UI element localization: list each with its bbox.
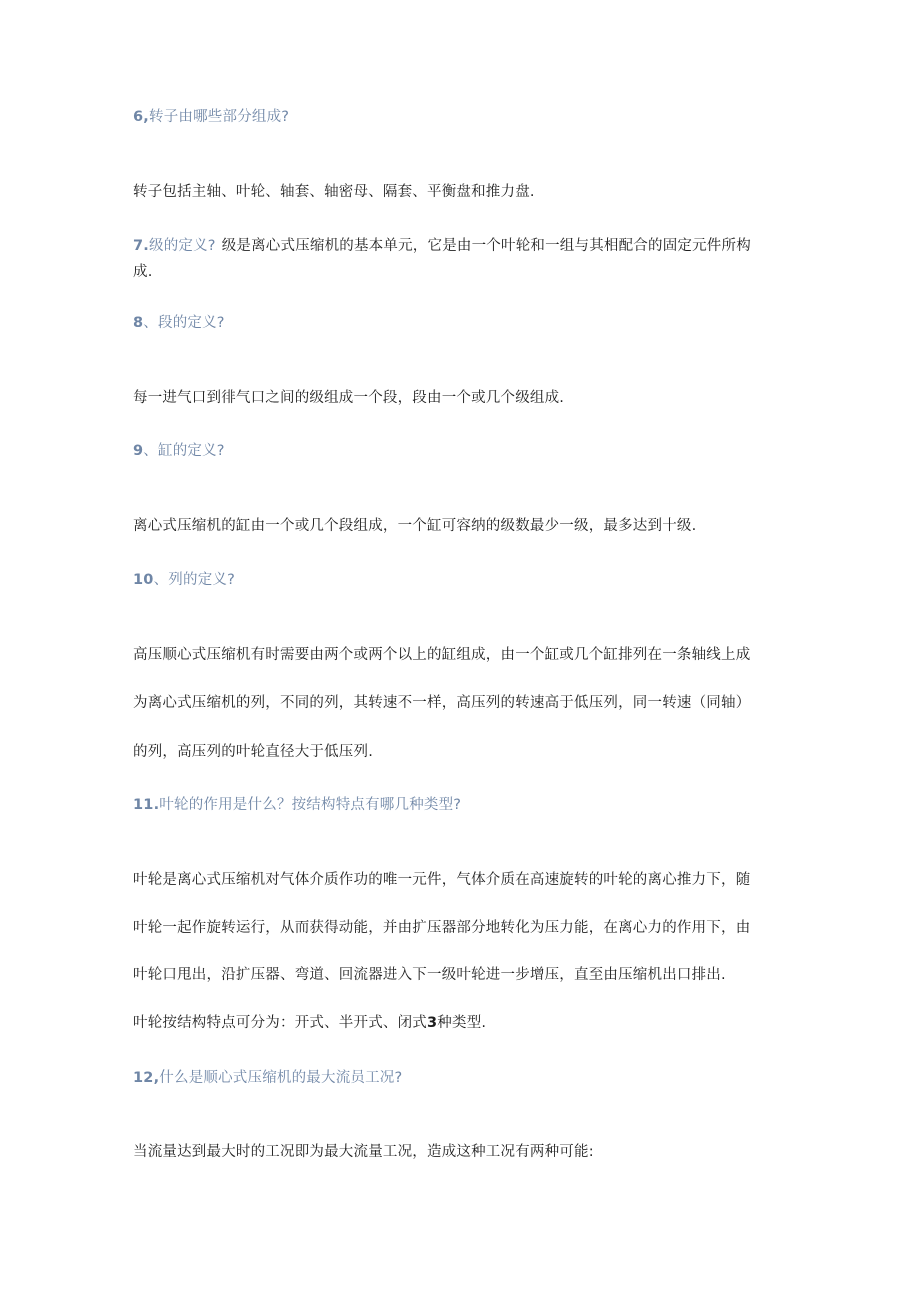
types-count: 3	[427, 1015, 438, 1031]
question-7	[133, 236, 793, 256]
answer-11-line-1: 叶轮是离心式压缩机对气体介质作功的唯一元件，气体介质在高速旋转的叶轮的离心推力下，随	[133, 872, 751, 888]
question-6	[133, 107, 793, 127]
types-text-before: 叶轮按结构特点可分为：开式、半开式、闭式	[133, 1015, 427, 1031]
question-text: 、缸的定义?	[143, 443, 225, 459]
question-text: 、列的定义?	[153, 572, 235, 588]
question-9	[133, 441, 793, 461]
question-text: 级的定义?	[149, 238, 216, 254]
answer-11-line-2: 叶轮一起作旋转运行，从而获得动能，并由扩压器部分地转化为压力能，在离心力的作用下，由	[133, 920, 751, 936]
answer-10-line-1: 高压顺心式压缩机有时需要由两个或两个以上的缸组成，由一个缸或几个缸排列在一条轴线上成	[133, 647, 751, 663]
answer-11-types	[133, 1013, 793, 1033]
question-number: 10	[133, 572, 154, 588]
answer-10-line-3: 的列，高压列的叶轮直径大于低压列.	[133, 744, 374, 760]
answer-7-line-2: 成.	[133, 264, 153, 280]
answer-10-line-2: 为离心式压缩机的列，不同的列，其转速不一样，高压列的转速高于低压列，同一转速（同轴）	[133, 695, 751, 711]
types-text-after: 种类型.	[437, 1015, 487, 1031]
question-number: 8	[133, 315, 144, 331]
question-text: 叶轮的作用是什么？按结构特点有哪几种类型?	[159, 797, 462, 813]
answer-9: 离心式压缩机的缸由一个或几个段组成，一个缸可容纳的级数最少一级，最多达到十级.	[133, 518, 697, 534]
question-text: 什么是顺心式压缩机的最大流员工况?	[159, 1070, 403, 1086]
question-text: 转子由哪些部分组成?	[149, 109, 290, 125]
question-11	[133, 795, 793, 815]
question-8	[133, 313, 793, 333]
question-text: 、段的定义?	[143, 315, 225, 331]
answer-8: 每一进气口到徘气口之间的级组成一个段，段由一个或几个级组成.	[133, 390, 565, 406]
question-number: 9	[133, 443, 144, 459]
answer-6: 转子包括主轴、叶轮、轴套、轴密母、隔套、平衡盘和推力盘.	[133, 184, 535, 200]
question-10	[133, 570, 793, 590]
question-number: 11.	[133, 797, 160, 813]
question-number: 12,	[133, 1070, 160, 1086]
answer-11-line-3: 叶轮口甩出，沿扩压器、弯道、回流器进入下一级叶轮进一步增压，直至由压缩机出口排出.	[133, 967, 726, 983]
question-12	[133, 1068, 793, 1088]
answer-12: 当流量达到最大时的工况即为最大流量工况，造成这种工况有两种可能:	[133, 1144, 594, 1160]
question-number: 6,	[133, 109, 149, 125]
question-number: 7.	[133, 238, 149, 254]
answer-7-line-1: 级是离心式压缩机的基本单元，它是由一个叶轮和一组与其相配合的固定元件所构	[221, 238, 751, 254]
